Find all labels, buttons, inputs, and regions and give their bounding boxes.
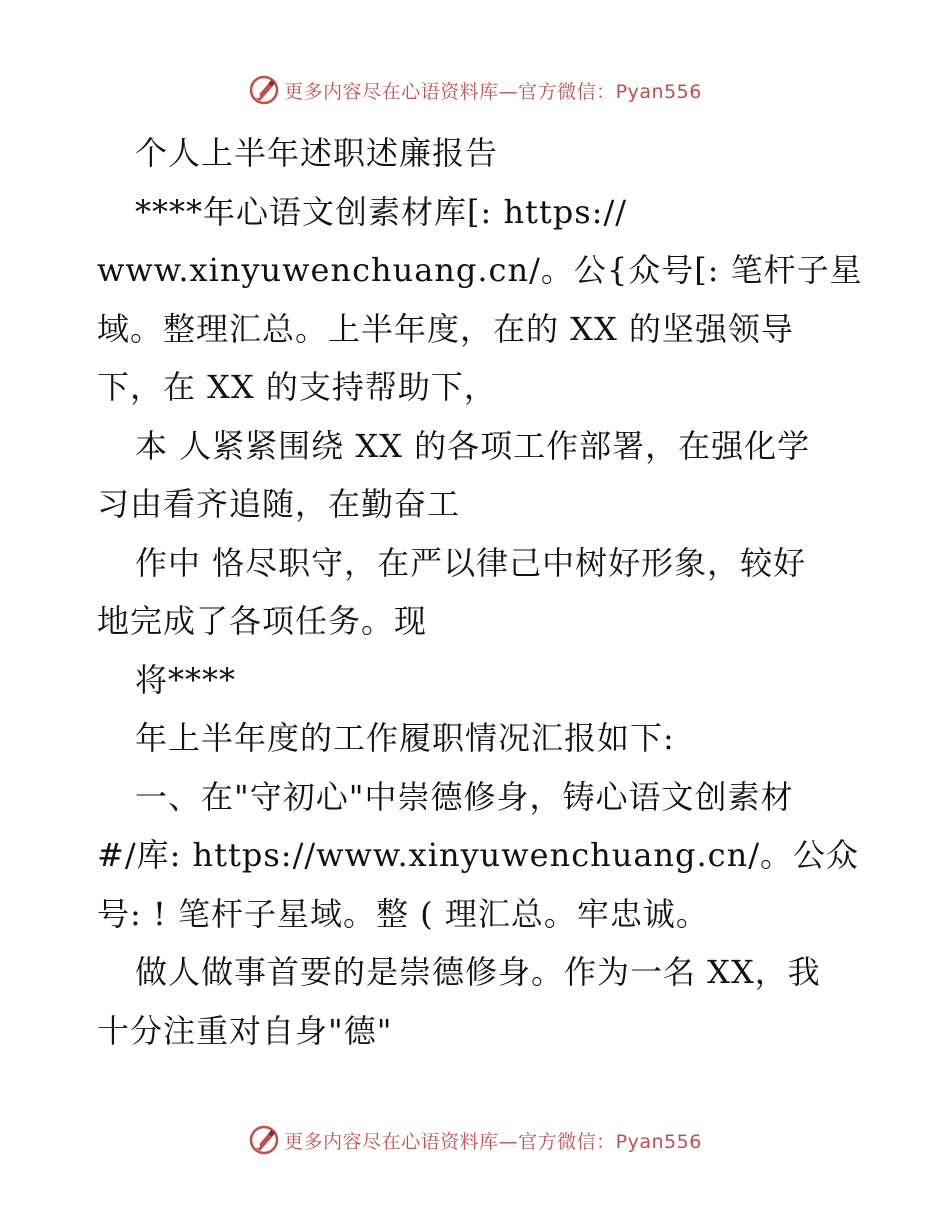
paragraph-line: 号: ! 笔杆子星域。整 ( 理汇总。牢忠诚。: [97, 894, 709, 933]
header-banner-text: 更多内容尽在心语资料库—官方微信：Pyan556: [284, 80, 702, 103]
paragraph-line: 域。整理汇总。上半年度，在的 XX 的坚强领导: [97, 309, 794, 348]
paragraph-line: 十分注重对自身"德": [97, 1011, 393, 1050]
footer-banner-text: 更多内容尽在心语资料库—官方微信：Pyan556: [284, 1130, 702, 1153]
pen-logo-icon: [248, 74, 280, 106]
paragraph-line: www.xinyuwenchuang.cn/。公{众号[: 笔杆子星: [97, 251, 863, 289]
paragraph-line: 本 人紧紧围绕 XX 的各项工作部署，在强化学: [135, 426, 811, 465]
pen-logo-icon: [248, 1124, 280, 1156]
paragraph-line: 做人做事首要的是崇德修身。作为一名 XX，我: [135, 953, 821, 991]
paragraph-line: 地完成了各项任务。现: [97, 602, 428, 640]
paragraph-line: 下，在 XX 的支持帮助下，: [97, 368, 497, 406]
header-banner: [0, 70, 950, 110]
paragraph-line: 年上半年度的工作履职情况汇报如下:: [135, 719, 675, 757]
footer-banner: [0, 1120, 950, 1160]
section-heading: 一、在"守初心"中崇德修身，铸心语文创素材: [135, 777, 794, 816]
document-title: 个人上半年述职述廉报告: [135, 134, 499, 172]
paragraph-line: 习由看齐追随，在勤奋工: [97, 485, 461, 523]
paragraph-line: #/库: https://www.xinyuwenchuang.cn/。公众: [97, 836, 859, 874]
document-body: [97, 124, 863, 1060]
paragraph-line: 作中 恪尽职守，在严以律己中树好形象，较好: [135, 543, 807, 582]
paragraph-line: ****年心语文创素材库[: https://: [135, 192, 628, 231]
paragraph-line: 将****: [135, 660, 237, 699]
